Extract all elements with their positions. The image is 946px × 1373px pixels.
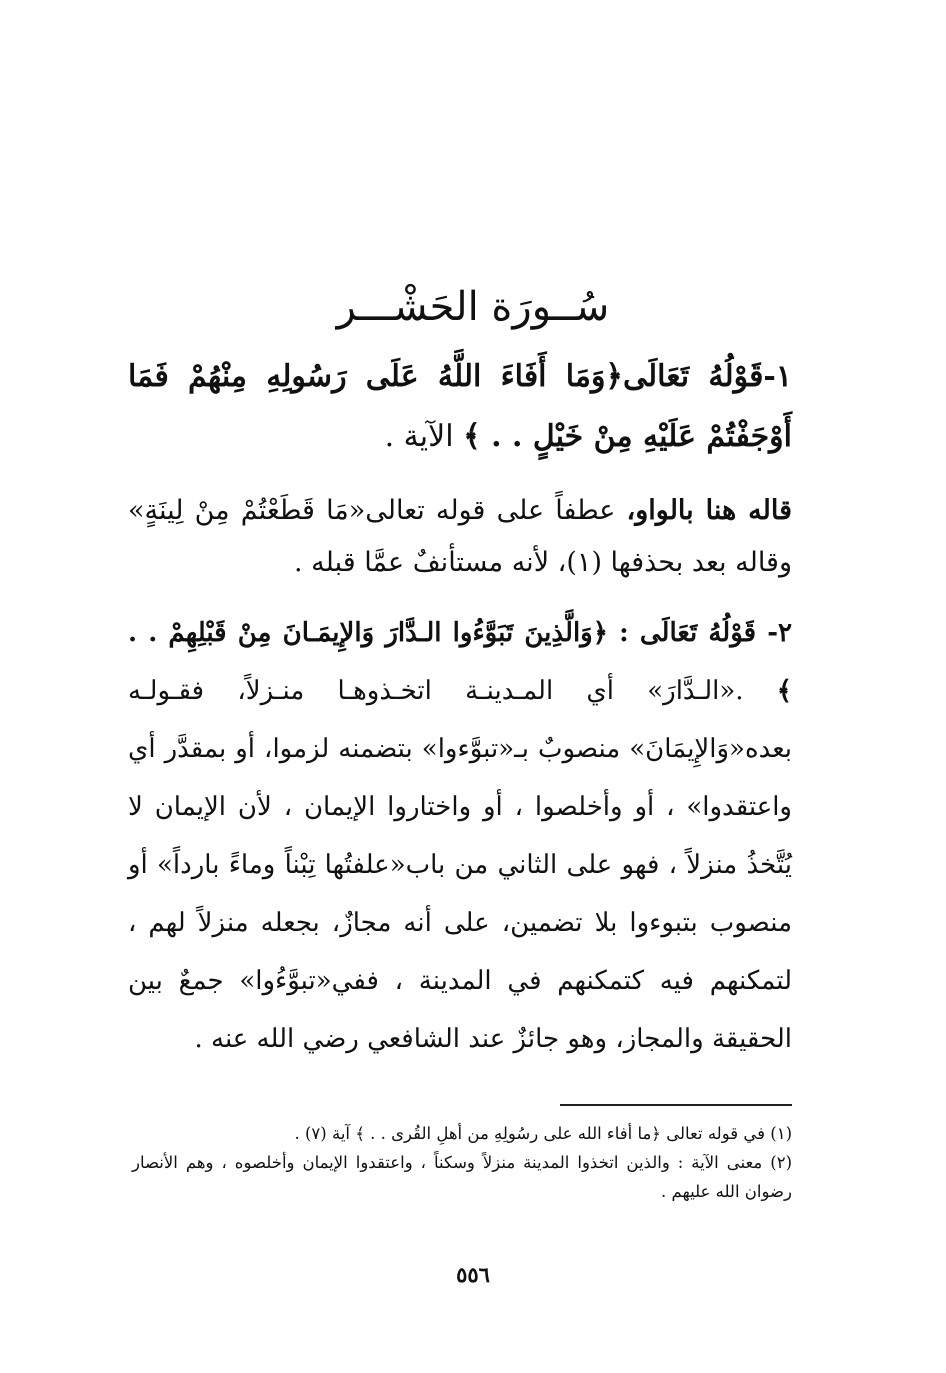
section-2-number: ٢- bbox=[767, 618, 792, 648]
section-1-number: ١- bbox=[763, 359, 792, 394]
section-2-verse: ﴿وَالَّذِينَ تَبَوَّءُوا الـدَّارَ وَالإِيمَـانَ مِنْ قَبْلِهِمْ . . ﴾ bbox=[128, 618, 792, 706]
section-2-paragraph bbox=[128, 604, 792, 1068]
section-1-verse-line bbox=[128, 347, 792, 467]
surah-title: سُــورَة الحَشْـــر bbox=[336, 283, 610, 330]
section-2-intro: قَوْلُهُ تَعَالَى : bbox=[607, 618, 768, 648]
page-number: ٥٥٦ bbox=[456, 1262, 490, 1287]
section-1-tail: الآية . bbox=[384, 419, 464, 454]
section-1-paragraph-lead: قاله هنا بالواو، bbox=[626, 495, 792, 526]
section-1-paragraph-rest: عطفاً على قوله تعالى«مَا قَطَعْتُمْ مِنْ لِينَةٍ» وقاله بعد بحذفها (١)، لأنه مستأنفٌ عمَّا قبله . bbox=[128, 495, 792, 578]
footnote-1: (١) في قوله تعالى ﴿ما أفاء الله على رسُولِهِ من أهلِ القُرى . . ﴾ آية (٧) . bbox=[294, 1124, 792, 1143]
section-1-intro: قَوْلُهُ تَعَالَى bbox=[623, 359, 764, 394]
section-1-paragraph bbox=[128, 485, 792, 589]
section-1-verse: ﴿وَمَا أَفَاءَ اللَّهُ عَلَى رَسُولِهِ مِنْهُمْ فَمَا أَوْجَفْتُمْ عَلَيْهِ مِنْ خَيْلٍ . . ﴾ bbox=[128, 359, 792, 454]
footnotes bbox=[132, 1119, 792, 1206]
footnote-2: (٢) معنى الآية : والذين اتخذوا المدينة منزلاً وسكناً ، واعتقدوا الإيمان وأخلصوه ، وهم الأنصار رضوان الله عليهم . bbox=[132, 1153, 792, 1201]
section-2-body: .«الـدَّارَ» أي المـدينـة اتخـذوهـا منـزلاً، فقـولـه بعده«وَالإِيمَانَ» منصوبٌ بـ«تبوَّءوا» بتضمنه لزموا، أو بمقدَّر أي واعتقدوا» ، أو وأخلصوا ، أو واختاروا الإيمان ، لأن الإيمان لا يُتَّخذُ منزلاً ، فهو على الثاني من باب«علفتُها تِبْناً وماءً بارداً» أو منصوب بتبوءوا بلا تضمين، على أنه مجازٌ، بجعله منزلاً لهم ، لتمكنهم فيه كتمكنهم في المدينة ، ففي«تبوَّءُوا» جمعٌ بين الحقيقة والمجاز، وهو جائزٌ عند الشافعي رضي الله عنه . bbox=[128, 676, 792, 1054]
footnote-divider bbox=[560, 1104, 792, 1106]
